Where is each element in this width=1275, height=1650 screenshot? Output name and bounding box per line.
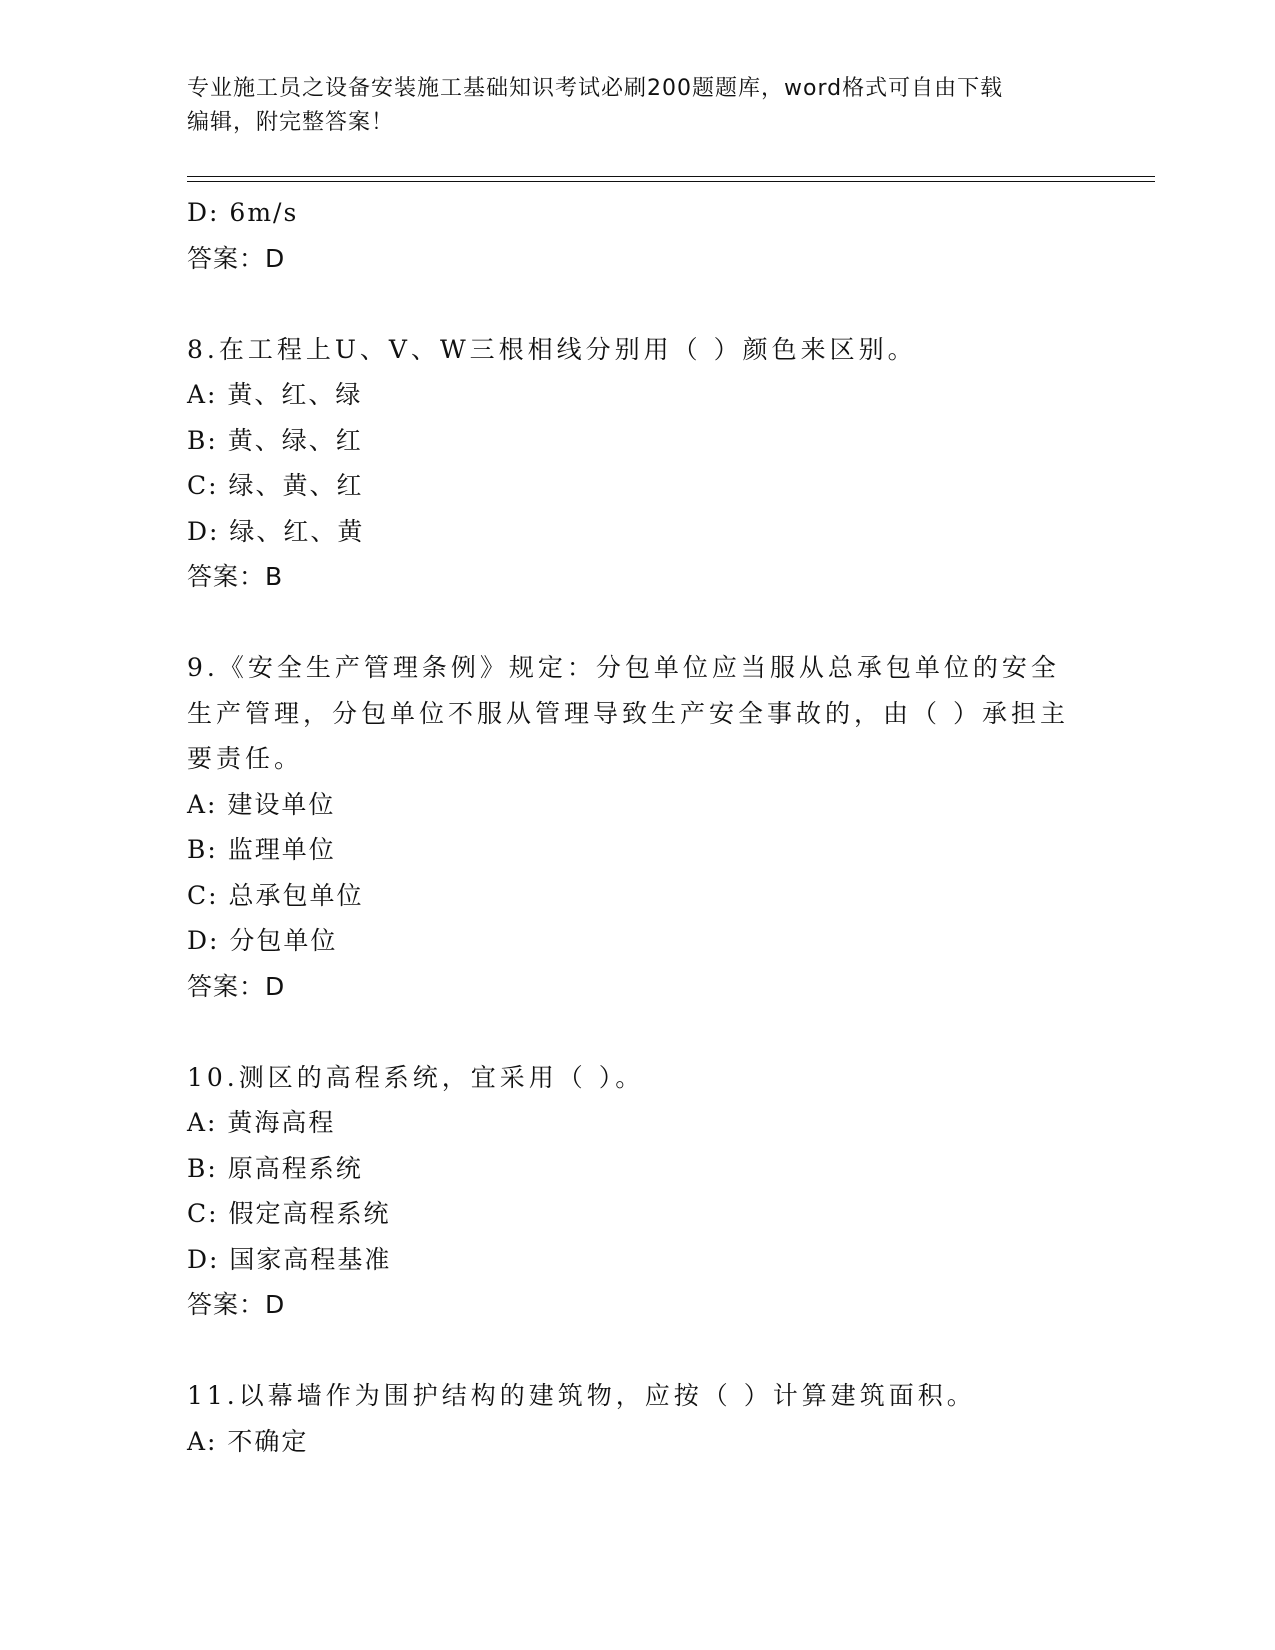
option-a: A: 建设单位 <box>187 789 336 819</box>
question-stem: 8.在工程上U、V、W三根相线分别用（ ）颜色来区别。 <box>187 334 917 364</box>
header-divider-bottom <box>187 181 1155 182</box>
question-stem: 10.测区的高程系统，宜采用（ ）。 <box>187 1062 645 1092</box>
option-c: C: 总承包单位 <box>187 880 364 910</box>
question-stem-line-1: 9.《安全生产管理条例》规定：分包单位应当服从总承包单位的安全 <box>187 653 1060 682</box>
option-d: D: 绿、红、黄 <box>187 516 365 546</box>
prev-answer: 答案：D <box>187 243 286 273</box>
question-8 <box>187 327 1087 600</box>
answer: 答案：B <box>187 562 284 591</box>
question-11 <box>187 1373 1087 1464</box>
option-d: D: 分包单位 <box>187 926 338 955</box>
spacer <box>187 600 1087 646</box>
question-stem: 11.以幕墙作为围护结构的建筑物，应按（ ）计算建筑面积。 <box>187 1381 976 1410</box>
option-a: A: 不确定 <box>187 1426 309 1456</box>
question-10 <box>187 1055 1087 1328</box>
question-9 <box>187 645 1087 1009</box>
document-header <box>187 72 1067 140</box>
option-b: B: 原高程系统 <box>187 1153 363 1183</box>
question-stem-line-3: 要责任。 <box>187 744 304 773</box>
option-b: B: 监理单位 <box>187 835 336 864</box>
header-line-2: 编辑，附完整答案！ <box>187 110 395 135</box>
spacer <box>187 1009 1087 1055</box>
option-b: B: 黄、绿、红 <box>187 425 363 455</box>
question-stem-line-2: 生产管理，分包单位不服从管理导致生产安全事故的，由（ ）承担主 <box>187 698 1069 728</box>
header-divider-top <box>187 176 1155 177</box>
option-c: C: 绿、黄、红 <box>187 471 364 500</box>
option-d: D: 国家高程基准 <box>187 1244 392 1274</box>
prev-option-d: D: 6m/s <box>187 198 299 227</box>
option-a: A: 黄海高程 <box>187 1108 336 1137</box>
question-list <box>187 190 1087 1464</box>
spacer <box>187 281 1087 327</box>
option-a: A: 黄、红、绿 <box>187 380 363 409</box>
answer: 答案：D <box>187 1290 286 1319</box>
spacer <box>187 1328 1087 1374</box>
answer: 答案：D <box>187 971 286 1001</box>
header-line-1: 专业施工员之设备安装施工基础知识考试必刷200题题库，word格式可自由下载 <box>187 76 1004 101</box>
option-c: C: 假定高程系统 <box>187 1199 391 1228</box>
